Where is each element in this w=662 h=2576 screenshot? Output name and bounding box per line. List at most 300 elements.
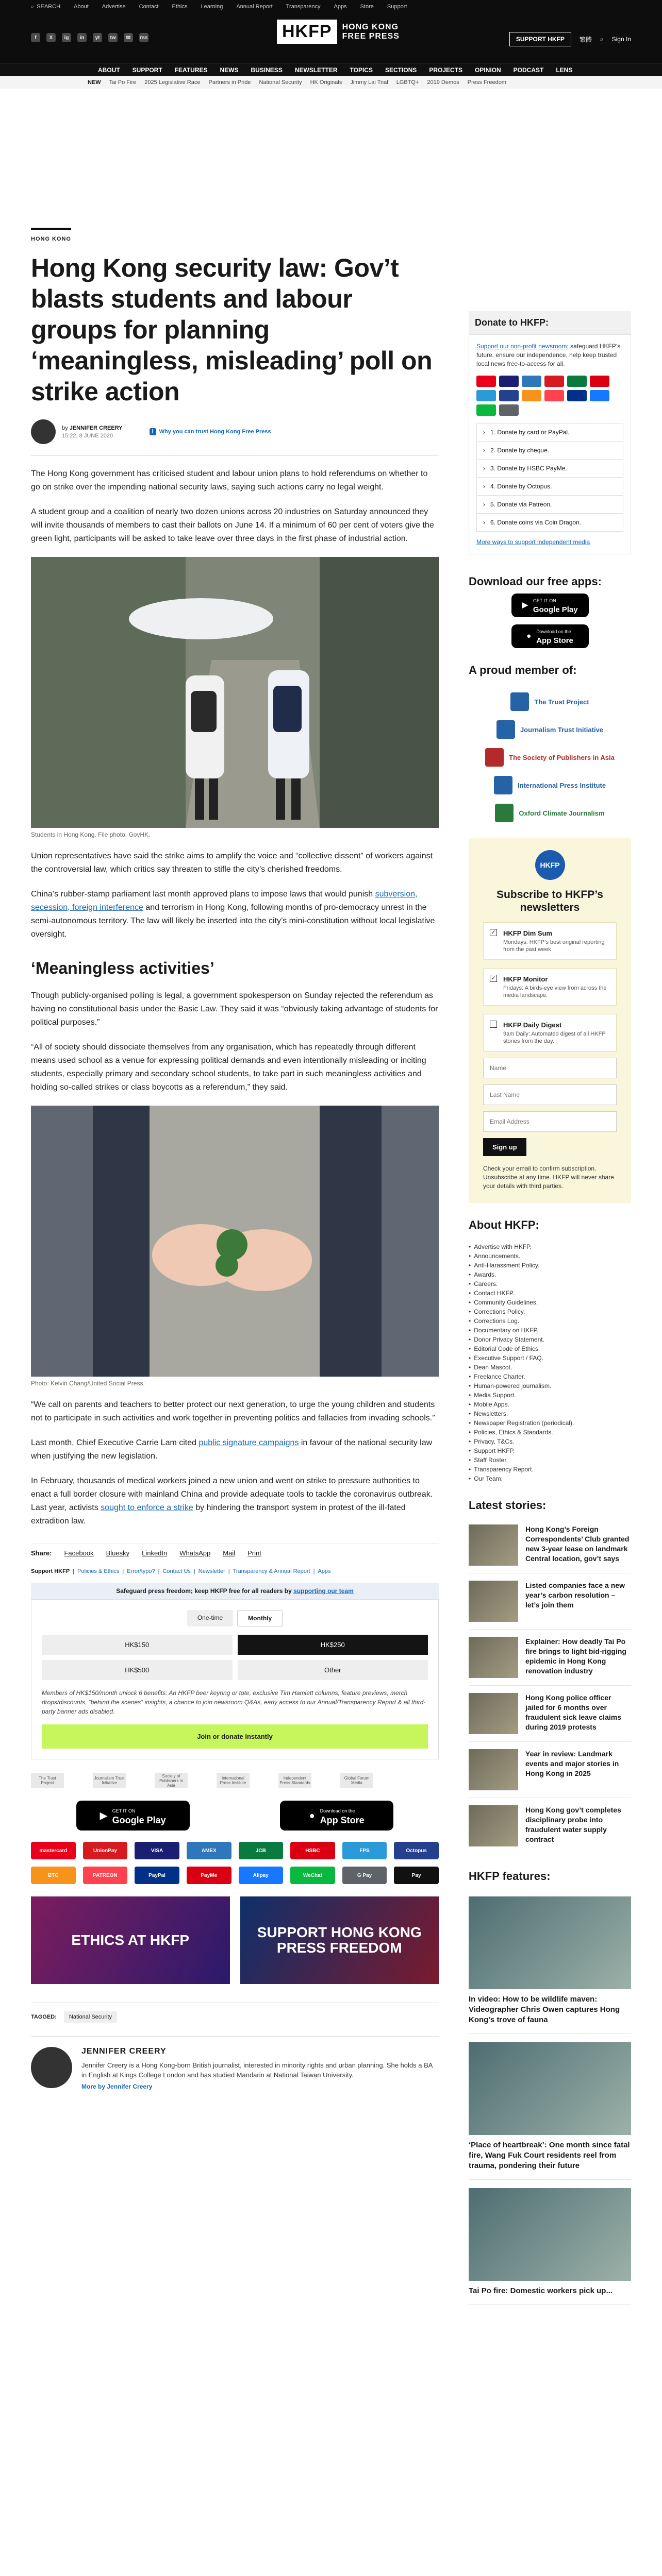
social-icons (31, 33, 148, 42)
payment-card-icon (567, 390, 587, 401)
language-toggle[interactable]: 繁體 (579, 36, 592, 43)
feature-headline[interactable]: In video: How to be wildlife maven: Videographer Chris Owen captures Hong Kong’s trove of fauna (469, 1995, 620, 2024)
topbar-store[interactable]: Store (360, 4, 374, 10)
bullet-icon: • (469, 1392, 471, 1399)
tab-monthly[interactable]: Monthly (237, 1610, 283, 1626)
member-logo[interactable]: International Press Institute (494, 776, 606, 794)
amount-option[interactable]: HK$150 (42, 1635, 233, 1655)
member-logo[interactable]: The Society of Publishers in Asia (485, 748, 615, 767)
donate-method[interactable] (477, 496, 623, 514)
chevron-right-icon: › (483, 447, 485, 454)
bullet-icon: • (469, 1401, 471, 1408)
trending-item[interactable]: Tai Po Fire (109, 79, 137, 86)
story-thumbnail[interactable] (469, 1805, 518, 1846)
nav-features[interactable]: FEATURES (174, 66, 208, 74)
bullet-icon: • (469, 1252, 471, 1260)
newsletter-link[interactable]: Newsletter (198, 1568, 225, 1574)
sign-in-link[interactable]: Sign In (611, 36, 631, 43)
tab-one-time[interactable]: One-time (187, 1610, 233, 1626)
app-badges (31, 1801, 439, 1831)
feature-image[interactable] (469, 2188, 631, 2281)
about-link-label: Corrections Policy. (474, 1308, 525, 1315)
bullet-icon: • (469, 1299, 471, 1306)
logo-wordmark: HONG KONG FREE PRESS (342, 22, 400, 41)
about-link-label: Anti-Harassment Policy. (474, 1262, 540, 1269)
article-photo-students[interactable] (31, 557, 439, 828)
payment-logo: PayMe (187, 1867, 231, 1884)
inline-link[interactable]: subversion, secession, foreign interference (31, 890, 418, 912)
search-icon: ⌕ (31, 3, 35, 10)
protest-photo (31, 1106, 439, 1377)
trending-label: NEW (88, 79, 101, 86)
app-store-badge[interactable]: ● Download on the App Store (511, 624, 589, 648)
donate-method[interactable] (477, 478, 623, 496)
promo-banners (31, 1896, 439, 1984)
share-label: Share: (31, 1549, 52, 1557)
share-bluesky[interactable]: Bluesky (106, 1549, 130, 1557)
about-link-label: Mobile Apps. (474, 1401, 509, 1408)
payment-card-icon (476, 404, 496, 416)
story-thumbnail[interactable] (469, 1637, 518, 1678)
nav-topics[interactable]: TOPICS (350, 66, 373, 74)
chevron-right-icon: › (483, 501, 485, 508)
topbar-contact[interactable]: Contact (139, 4, 159, 10)
about-link-label: Policies, Ethics & Standards. (474, 1429, 553, 1436)
payment-card-icon (499, 390, 519, 401)
author-name[interactable]: JENNIFER CREERY (69, 425, 123, 431)
donate-method-label: 2. Donate by cheque. (490, 447, 550, 454)
site-logo[interactable] (277, 20, 400, 44)
payment-logo: UnionPay (83, 1842, 128, 1859)
partner-logo[interactable]: Society of Publishers in Asia (155, 1773, 188, 1788)
section-heading: ‘Meaningless activities’ (31, 959, 214, 977)
bullet-icon: • (469, 1290, 471, 1297)
paragraph: “We call on parents and teachers to better protect our next generation, to urge the young children and students not to participate in such activities and work together in preventing politics and fallacies from invading schools.” (31, 1400, 435, 1422)
top-utility-bar (0, 0, 662, 13)
about-link[interactable] (469, 1446, 631, 1455)
topbar-support[interactable]: Support (387, 4, 407, 10)
feature-story[interactable] (469, 2188, 631, 2305)
play-icon: ▶ (100, 1810, 107, 1821)
trending-item[interactable]: Jimmy Lai Trial (350, 79, 388, 86)
amount-other[interactable]: Other (238, 1660, 428, 1680)
about-link-label: Staff Roster. (474, 1456, 508, 1464)
nav-podcast[interactable]: PODCAST (513, 66, 544, 74)
nav-news[interactable]: NEWS (220, 66, 239, 74)
policy-links: Support HKFP | Policies & Ethics | Error/typo? | Contact Us | Newsletter | Transparency & Annual Report | Apps (31, 1568, 331, 1574)
payment-card-icon (590, 376, 609, 387)
latest-story[interactable] (469, 1798, 631, 1854)
features-title: HKFP features: (469, 1870, 551, 1883)
about-link[interactable] (469, 1455, 631, 1465)
author-bio: Jennifer Creery is a Hong Kong-born British journalist, interested in minority rights and urban planning. She holds a BA in English at Kings College London and has studied Mandarin at National Taiwan University. (81, 2061, 433, 2079)
latest-title: Latest stories: (469, 1499, 547, 1512)
payment-logo: PayPal (135, 1867, 179, 1884)
about-link[interactable] (469, 1409, 631, 1418)
ethics-banner[interactable]: ETHICS AT HKFP (31, 1896, 230, 1984)
nav-sections[interactable]: SECTIONS (385, 66, 417, 74)
payment-logo: G Pay (342, 1867, 387, 1884)
nav-projects[interactable]: PROJECTS (429, 66, 462, 74)
about-link-label: Editorial Code of Ethics. (474, 1345, 540, 1352)
newsletter-desc: Mondays: HKFP’s best original reporting from the past week. (503, 939, 605, 953)
topbar-apps[interactable]: Apps (334, 4, 347, 10)
app-store-badge[interactable]: ● Download on the App Store (280, 1801, 393, 1831)
share-facebook[interactable]: Facebook (64, 1549, 94, 1557)
story-thumbnail[interactable] (469, 1524, 518, 1566)
search-link[interactable]: ⌕ SEARCH (31, 3, 61, 10)
amount-option-selected[interactable]: HK$250 (238, 1635, 428, 1655)
topbar-learning[interactable]: Learning (201, 4, 223, 10)
newsletter-option[interactable] (483, 968, 617, 1006)
bullet-icon: • (469, 1447, 471, 1454)
nav-opinion[interactable]: OPINION (475, 66, 501, 74)
newsletter-name: HKFP Daily Digest (503, 1021, 562, 1029)
about-link-label: Advertise with HKFP. (474, 1243, 532, 1250)
sign-up-button[interactable]: Sign up (483, 1138, 526, 1156)
newsletter-checkbox[interactable] (490, 1021, 497, 1028)
about-link[interactable] (469, 1242, 631, 1251)
about-link[interactable] (469, 1251, 631, 1261)
trending-item[interactable]: Press Freedom (467, 79, 506, 86)
students-photo (31, 557, 439, 828)
trending-item[interactable]: National Security (259, 79, 302, 86)
paragraph: Though publicly-organised polling is legal, a government spokesperson on Sunday rejected the referendum as having no constitutional basis under the Basic Law. They said it was “obviously taking advantage of students for political purposes.” (31, 991, 438, 1027)
donate-method[interactable] (477, 460, 623, 478)
about-link-label: Corrections Log. (474, 1317, 520, 1325)
support-banner[interactable]: SUPPORT HONG KONG PRESS FREEDOM (240, 1896, 439, 1984)
about-link[interactable] (469, 1474, 631, 1483)
latest-story[interactable] (469, 1517, 631, 1573)
author-avatar[interactable] (31, 2047, 72, 2088)
support-hkfp-link[interactable]: Support HKFP (31, 1568, 70, 1574)
about-link[interactable] (469, 1261, 631, 1270)
about-link[interactable] (469, 1298, 631, 1307)
about-link-label: Newsletters. (474, 1410, 508, 1417)
partner-logo[interactable]: Independent Press Standards (278, 1773, 311, 1788)
share-whatsapp[interactable]: WhatsApp (179, 1549, 211, 1557)
trending-item[interactable]: HK Originals (310, 79, 342, 86)
about-link-label: Media Support. (474, 1392, 516, 1399)
email-field[interactable] (483, 1111, 617, 1132)
about-link-label: Our Team. (474, 1475, 503, 1482)
feature-stories (469, 1896, 631, 2305)
story-headline[interactable]: Listed companies face a new year’s carbon resolution – let’s join them (525, 1581, 625, 1609)
partner-logo[interactable]: International Press Institute (217, 1773, 250, 1788)
trust-link[interactable]: i Why you can trust Hong Kong Free Press (150, 428, 271, 435)
article-photo-protest[interactable] (31, 1106, 439, 1377)
topbar-about[interactable]: About (74, 4, 89, 10)
about-link[interactable] (469, 1372, 631, 1381)
story-thumbnail[interactable] (469, 1581, 518, 1622)
about-link[interactable] (469, 1437, 631, 1446)
telegram-icon[interactable]: tw (108, 33, 118, 42)
sidebar-app-badges (469, 594, 631, 648)
proud-title: A proud member of: (469, 664, 577, 676)
rss-icon[interactable]: rss (139, 33, 148, 42)
donate-methods (476, 423, 623, 532)
newsletter-desc: 9am Daily: Automated digest of all HKFP stories from the day. (503, 1031, 606, 1044)
support-link[interactable]: Support our non-profit newsroom (476, 343, 567, 350)
payment-logo: Pay (394, 1867, 439, 1884)
partner-logo[interactable]: Global Forum Media (340, 1773, 373, 1788)
about-link[interactable] (469, 1335, 631, 1344)
payment-card-icon (522, 390, 541, 401)
mail-icon[interactable]: ✉ (124, 33, 133, 42)
payment-card-icon (567, 376, 587, 387)
about-link-label: Community Guidelines. (474, 1299, 538, 1306)
trending-item[interactable]: LGBTQ+ (396, 79, 419, 86)
about-link-label: Dean Mascot. (474, 1364, 512, 1371)
payment-logo: BTC (31, 1867, 76, 1884)
story-headline[interactable]: Hong Kong police officer jailed for 6 months over fraudulent sick leave claims during 2019 protests (525, 1693, 621, 1731)
byline (31, 419, 439, 444)
partner-logo[interactable]: The Trust Project (31, 1773, 64, 1788)
share-print[interactable]: Print (247, 1549, 261, 1557)
topbar-advertise[interactable]: Advertise (102, 4, 126, 10)
bullet-icon: • (469, 1345, 471, 1352)
story-thumbnail[interactable] (469, 1749, 518, 1790)
donate-method[interactable] (477, 442, 623, 460)
newsletter-option[interactable] (483, 1014, 617, 1052)
payment-card-icon (499, 404, 519, 416)
inline-link[interactable]: public signature campaigns (198, 1438, 299, 1447)
newsletter-note: Check your email to confirm subscription. Unsubscribe at any time. HKFP will never share your details with third parties. (483, 1165, 614, 1190)
feature-image[interactable] (469, 2042, 631, 2135)
member-logo[interactable]: Oxford Climate Journalism (495, 804, 604, 822)
paragraph: A student group and a coalition of nearly two dozen unions across 20 industries on Saturday announced they will invite thousands of members to cast their ballots on June 14. If a minimum of 60 per cent of voters give the green light, participants will be asked to take leave over three days in the first phase of industrial action. (31, 507, 434, 543)
member-logo[interactable]: Journalism Trust Initiative (496, 720, 603, 739)
trending-bar (0, 76, 662, 89)
newsletter-option[interactable] (483, 922, 617, 960)
first-name-field[interactable] (483, 1058, 617, 1078)
sidebar (469, 89, 631, 2305)
about-link[interactable] (469, 1344, 631, 1353)
partner-logo[interactable]: Journalism Trust Initiative (93, 1773, 126, 1788)
logo-mark: HKFP (277, 20, 337, 44)
payment-card-icon (476, 390, 496, 401)
payment-methods (31, 1842, 439, 1884)
author-meta: by JENNIFER CREERY 15:22, 8 JUNE 2020 (62, 425, 123, 439)
about-link[interactable] (469, 1316, 631, 1326)
story-headline[interactable]: Hong Kong gov’t completes disciplinary probe into fraudulent water supply contract (525, 1806, 621, 1843)
newsletter-checkbox[interactable]: ✓ (490, 929, 497, 936)
bullet-icon: • (469, 1271, 471, 1278)
photo-caption: Students in Hong Kong. File photo: GovHK. (31, 831, 151, 838)
author-name[interactable]: JENNIFER CREERY (81, 2047, 167, 2056)
article (31, 228, 439, 2090)
article-body (31, 467, 439, 1528)
jti-icon (496, 720, 515, 739)
policies-link[interactable]: Policies & Ethics (77, 1568, 120, 1574)
join-donate-button[interactable]: Join or donate instantly (42, 1724, 428, 1749)
transparency-link[interactable]: Transparency & Annual Report (233, 1568, 310, 1574)
main-nav (0, 63, 662, 76)
about-link-label: Documentary on HKFP. (474, 1327, 539, 1334)
partner-logos (31, 1773, 439, 1788)
share-mail[interactable]: Mail (223, 1549, 236, 1557)
share-bar (31, 1544, 439, 1557)
about-link-label: Careers. (474, 1280, 498, 1287)
support-hkfp-button[interactable]: SUPPORT HKFP (509, 32, 571, 46)
about-link[interactable] (469, 1400, 631, 1409)
nav-about[interactable]: ABOUT (98, 66, 120, 74)
bullet-icon: • (469, 1466, 471, 1473)
donate-method-label: 1. Donate by card or PayPal. (490, 429, 570, 436)
chevron-right-icon: › (483, 483, 485, 490)
donate-method-label: 4. Donate by Octopus. (490, 483, 552, 490)
google-play-badge[interactable]: ▶ GET IT ON Google Play (76, 1801, 190, 1831)
feature-image[interactable] (469, 1896, 631, 1989)
about-link-label: Privacy, T&Cs. (474, 1438, 515, 1445)
facebook-icon[interactable]: f (31, 33, 40, 42)
about-link[interactable] (469, 1391, 631, 1400)
about-link[interactable] (469, 1418, 631, 1428)
about-link[interactable] (469, 1353, 631, 1363)
latest-story[interactable] (469, 1630, 631, 1686)
info-icon: i (150, 428, 156, 435)
about-link[interactable] (469, 1381, 631, 1391)
amount-option[interactable]: HK$500 (42, 1660, 233, 1680)
trending-item[interactable]: 2025 Legislative Race (144, 79, 201, 86)
search-icon[interactable]: ⌕ (600, 35, 604, 43)
bullet-icon: • (469, 1419, 471, 1427)
payment-logo: Octopus (394, 1842, 439, 1859)
instagram-icon[interactable]: ig (62, 33, 71, 42)
inline-link[interactable]: sought to enforce a strike (101, 1503, 193, 1512)
nav-newsletter[interactable]: NEWSLETTER (294, 66, 338, 74)
trending-item[interactable]: 2019 Demos (427, 79, 459, 86)
chevron-right-icon: › (483, 429, 485, 436)
last-name-field[interactable] (483, 1084, 617, 1105)
contact-link[interactable]: Contact Us (162, 1568, 191, 1574)
feature-headline[interactable]: ‘Place of heartbreak’: One month since fatal fire, Wang Fuk Court residents reel from trauma, pondering their future (469, 2141, 630, 2170)
feature-story[interactable] (469, 2042, 631, 2180)
youtube-icon[interactable]: yt (93, 33, 102, 42)
bullet-icon: • (469, 1327, 471, 1334)
trust-project-icon (510, 692, 529, 711)
more-ways-link[interactable]: More ways to support independent media (476, 538, 590, 546)
donate-box: Support our non-profit newsroom; safeguard HKFP’s future, ensure our independence, help keep trusted local news free-to-access for all. › 1. Donate by card or PayPal. › 2. Donate by cheque. › 3. Donate by HSBC PayMe. › 4. Donate by Octopus. › 5. Donate via Patreon. › 6. Donate coins via Coin Dragon. More ways to support independent media (469, 334, 631, 554)
feature-headline[interactable]: Tai Po fire: Domestic workers pick up... (469, 2286, 613, 2295)
newsletter-checkbox[interactable]: ✓ (490, 975, 497, 982)
memberships (469, 692, 631, 822)
about-link[interactable] (469, 1465, 631, 1474)
hkfp-badge: HKFP (535, 850, 565, 880)
latest-story[interactable] (469, 1686, 631, 1742)
feature-story[interactable] (469, 1896, 631, 2034)
bullet-icon: • (469, 1438, 471, 1445)
latest-stories (469, 1517, 631, 1854)
photo-caption: Photo: Kelvin Chang/United Social Press. (31, 1380, 145, 1387)
payment-logo: VISA (135, 1842, 179, 1859)
bullet-icon: • (469, 1354, 471, 1362)
newsletter-title: Subscribe to HKFP’s newsletters (496, 889, 603, 913)
topbar-ethics[interactable]: Ethics (172, 4, 188, 10)
about-link-label: Support HKFP. (474, 1447, 515, 1454)
member-logo[interactable]: The Trust Project (510, 692, 589, 711)
about-link[interactable] (469, 1289, 631, 1298)
apps-link[interactable]: Apps (318, 1568, 331, 1574)
story-thumbnail[interactable] (469, 1693, 518, 1734)
newsletter-signup (469, 838, 631, 1203)
about-link[interactable] (469, 1428, 631, 1437)
about-link[interactable] (469, 1307, 631, 1316)
nav-support[interactable]: SUPPORT (132, 66, 162, 74)
paragraph: Union representatives have said the strike aims to amplify the voice and “collective dissent” of workers against the controversial law, which critics say threaten to stifle the city’s cherished freedoms. (31, 852, 433, 874)
error-typo-link[interactable]: Error/typo? (127, 1568, 155, 1574)
about-link-label: Awards. (474, 1271, 496, 1278)
payment-logo: Alipay (239, 1867, 284, 1884)
nav-lens[interactable]: LENS (556, 66, 573, 74)
latest-story[interactable] (469, 1742, 631, 1798)
story-headline[interactable]: Explainer: How deadly Tai Po fire brings to light bid-rigging epidemic in Hong Kong renovation industry (525, 1637, 626, 1675)
paragraph: Last month, Chief Executive Carrie Lam cited public signature campaigns in favour of the national security law when justifying the new legislation. (31, 1438, 433, 1461)
author-avatar[interactable] (31, 419, 56, 444)
payment-logo: PATREON (83, 1867, 128, 1884)
about-link[interactable] (469, 1279, 631, 1289)
topbar-annual-report[interactable]: Annual Report (236, 4, 273, 10)
about-link[interactable] (469, 1326, 631, 1335)
story-headline[interactable]: Hong Kong’s Foreign Correspondents’ Club granted new 3-year lease on landmark Central location, gov’t says (525, 1525, 630, 1563)
nav-business[interactable]: BUSINESS (251, 66, 283, 74)
donate-method[interactable] (477, 514, 623, 531)
linkedin-icon[interactable]: in (77, 33, 87, 42)
sopa-icon (485, 748, 504, 767)
story-headline[interactable]: Year in review: Landmark events and major stories in Hong Kong in 2025 (525, 1750, 619, 1777)
about-link-label: Executive Support / FAQ. (474, 1354, 543, 1362)
newsletter-name: HKFP Monitor (503, 975, 548, 983)
paragraph: The Hong Kong government has criticised student and labour union plans to hold referendums on whether to go on strike over the impending national security laws, saying such actions carry no legal weight. (31, 469, 428, 492)
about-link-label: Human-powered journalism. (474, 1382, 552, 1389)
about-link-label: Donor Privacy Statement. (474, 1336, 544, 1343)
about-link[interactable] (469, 1270, 631, 1279)
x-icon[interactable]: X (46, 33, 56, 42)
share-linkedin[interactable]: LinkedIn (142, 1549, 168, 1557)
tag-chip[interactable]: National Security (64, 2011, 117, 2023)
bullet-icon: • (469, 1317, 471, 1325)
bullet-icon: • (469, 1243, 471, 1250)
bullet-icon: • (469, 1364, 471, 1371)
about-link[interactable] (469, 1363, 631, 1372)
bullet-icon: • (469, 1262, 471, 1269)
trending-item[interactable]: Partners in Pride (208, 79, 251, 86)
article-category[interactable]: HONG KONG (31, 228, 71, 242)
donate-title: Donate to HKFP: (469, 311, 631, 334)
apps-title: Download our free apps: (469, 575, 602, 588)
about-links (469, 1242, 631, 1483)
bullet-icon: • (469, 1373, 471, 1380)
payment-card-icon (544, 390, 564, 401)
donate-method[interactable] (477, 423, 623, 442)
google-play-badge[interactable]: ▶ GET IT ON Google Play (511, 594, 589, 617)
newsletter-name: HKFP Dim Sum (503, 929, 553, 937)
payment-card-icon (544, 376, 564, 387)
donate-method-label: 5. Donate via Patreon. (490, 501, 552, 508)
more-by-author-link[interactable]: More by Jennifer Creery (81, 2083, 153, 2090)
support-team-link[interactable]: supporting our team (293, 1587, 354, 1595)
chevron-right-icon: › (483, 465, 485, 472)
donate-method-label: 3. Donate by HSBC PayMe. (490, 465, 567, 472)
bullet-icon: • (469, 1336, 471, 1343)
topbar-transparency[interactable]: Transparency (286, 4, 321, 10)
latest-story[interactable] (469, 1573, 631, 1630)
safeguard-banner: Safeguard press freedom; keep HKFP free for all readers by supporting our team (31, 1583, 439, 1599)
bullet-icon: • (469, 1475, 471, 1482)
payment-card-icon (590, 390, 609, 401)
paragraph: “All of society should dissociate themselves from any organisation, which has repeatedly through different means used school as a venue for expressing political demands and even intentionally misleading or inciting students, especially primary and secondary school students, to take part in such meaningless activities and holding so-called strikes or class boycotts as a referendum,” they said. (31, 1043, 426, 1092)
membership-note: Members of HK$150/month unlock 6 benefits: An HKFP beer keyring or tote, exclusive Tim Hamlett columns, feature previews, merch drops/discounts, “behind the scenes” insights, a chance to join newsroom Q&As, early access to our Annual/Transparency Report & all third-party banner ads disabled. (42, 1689, 426, 1715)
